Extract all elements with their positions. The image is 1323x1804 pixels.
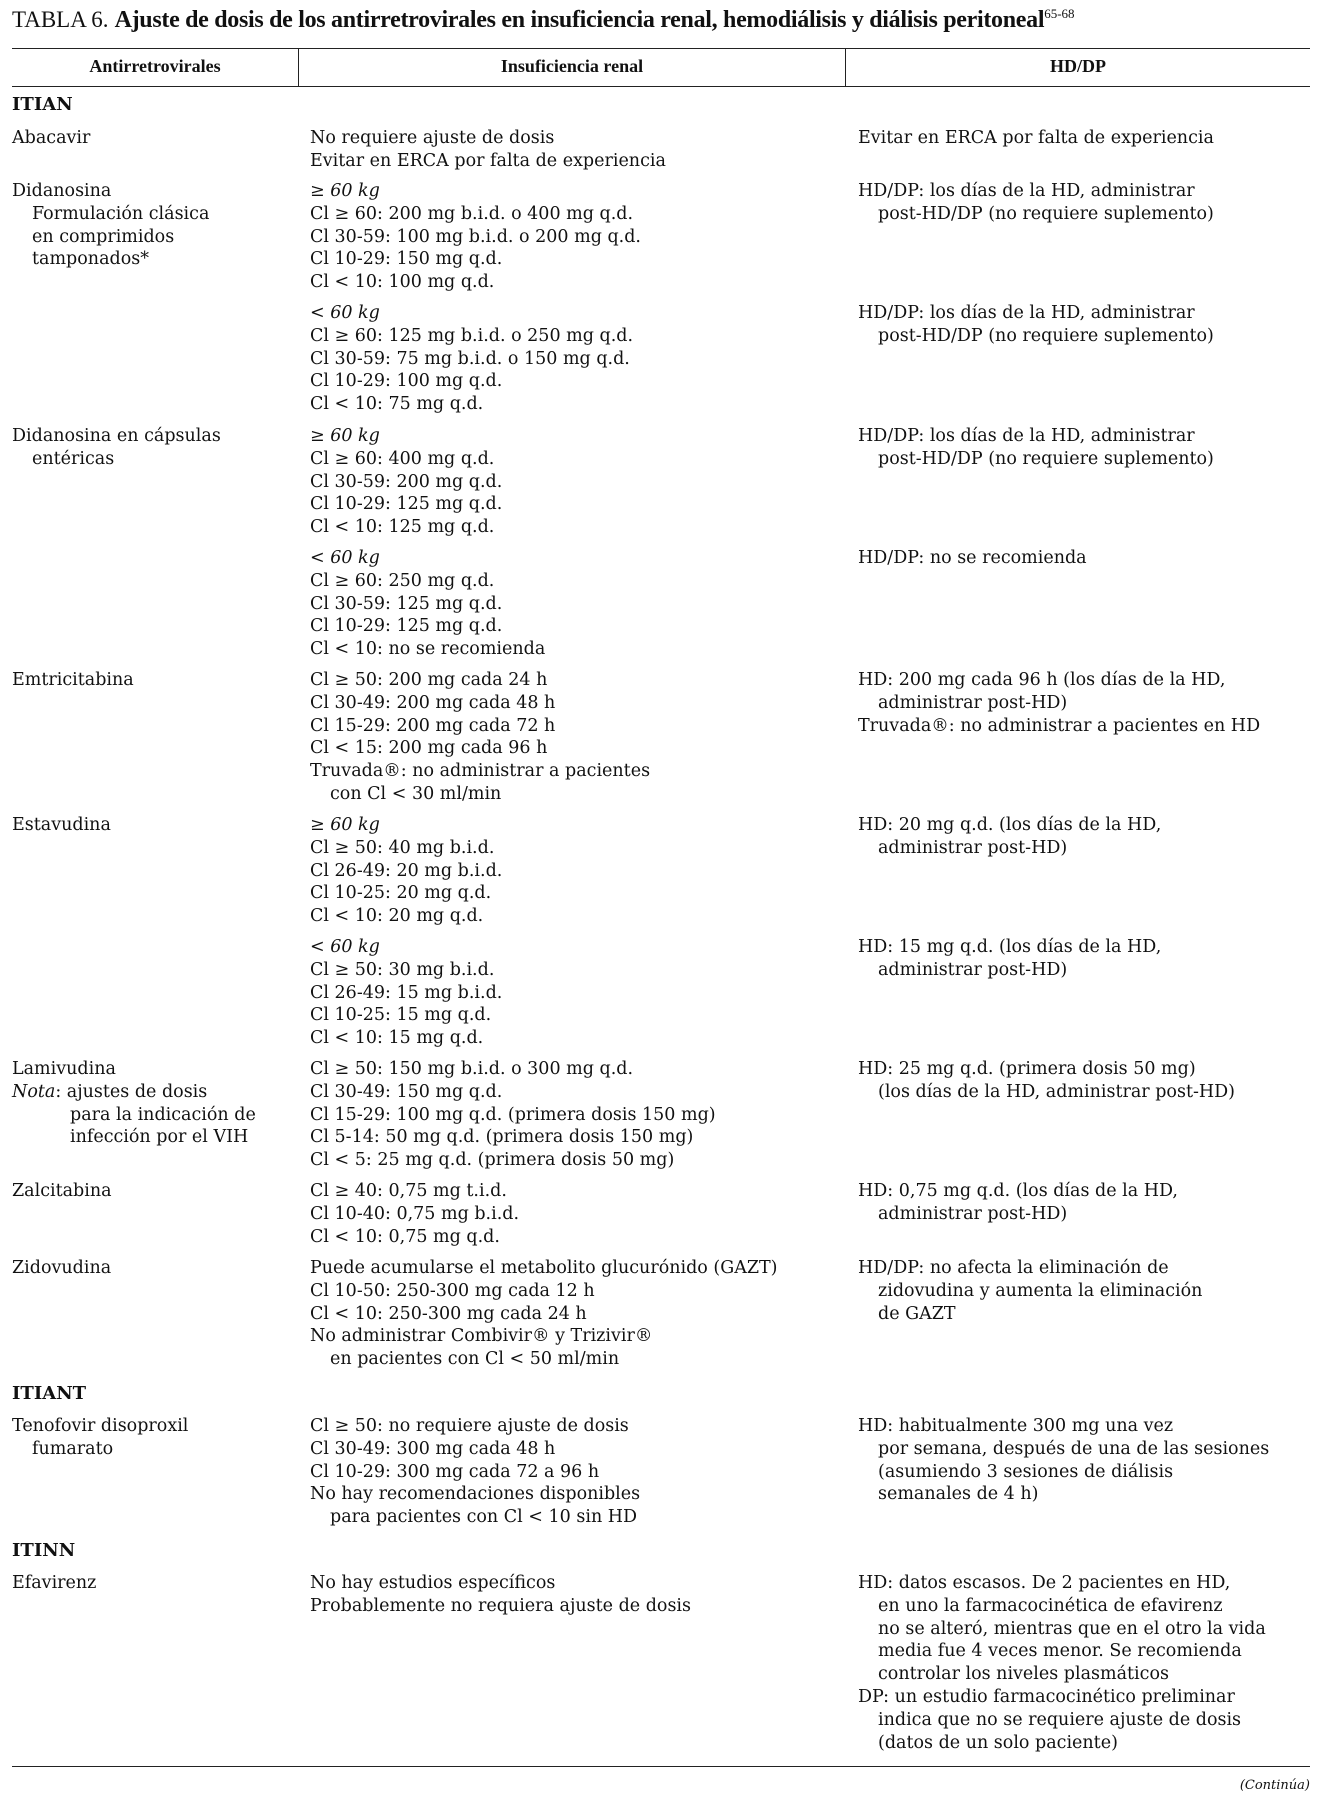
- drug-didanosina-clasica: Didanosina Formulación clásica en comprimidos tamponados*: [12, 181, 210, 270]
- table-title-text: Ajuste de dosis de los antirretrovirales en insuficiencia renal, hemodiálisis y diálisis peritoneal: [114, 7, 1045, 33]
- hd-abacavir: Evitar en ERCA por falta de experiencia: [858, 128, 1214, 148]
- hd-estavudina-lt60: HD: 15 mg q.d. (los días de la HD, administrar post-HD): [858, 937, 1162, 980]
- hd-lamivudina: HD: 25 mg q.d. (primera dosis 50 mg) (los días de la HD, administrar post-HD): [858, 1059, 1236, 1102]
- hd-didanosina-clasica-lt60: HD/DP: los días de la HD, administrar post-HD/DP (no requiere suplemento): [858, 303, 1214, 346]
- renal-estavudina-lt60: < 60 kg Cl ≥ 50: 30 mg b.i.d. Cl 26-49: 15 mg b.i.d. Cl 10-25: 15 mg q.d. Cl < 10: 15 mg q.d.: [310, 937, 503, 1049]
- hd-emtricitabina: HD: 200 mg cada 96 h (los días de la HD, administrar post-HD) Truvada®: no administrar a pacientes en HD: [858, 670, 1261, 736]
- col-header-antirretrovirales: Antirretrovirales: [89, 56, 221, 76]
- renal-didanosina-clasica-lt60: < 60 kg Cl ≥ 60: 125 mg b.i.d. o 250 mg q.d. Cl 30-59: 75 mg b.i.d. o 150 mg q.d. Cl 10-29: 100 mg q.d. Cl < 10: 75 mg q.d.: [310, 303, 634, 415]
- drug-lamivudina: Lamivudina Nota: ajustes de dosis para la indicación de infección por el VIH: [12, 1059, 256, 1148]
- renal-zidovudina: Puede acumularse el metabolito glucurónido (GAZT) Cl 10-50: 250-300 mg cada 12 h Cl < 10: 250-300 mg cada 24 h No administrar Combivir® y Trizivir® en pacientes con Cl < 50 ml/min: [310, 1258, 778, 1370]
- hd-didanosina-capsulas-lt60: HD/DP: no se recomienda: [858, 548, 1087, 568]
- drug-zalcitabina: Zalcitabina: [12, 1181, 112, 1201]
- renal-emtricitabina: Cl ≥ 50: 200 mg cada 24 h Cl 30-49: 200 mg cada 48 h Cl 15-29: 200 mg cada 72 h Cl < 15: 200 mg cada 96 h Truvada®: no administrar a pacientes con Cl < 30 ml/min: [310, 670, 651, 804]
- hd-efavirenz: HD: datos escasos. De 2 pacientes en HD, en uno la farmacocinética de efavirenz no se alteró, mientras que en el otro la vida media fue 4 veces menor. Se recomienda controlar los niveles plasmáticos DP: un estudio farmacocinético preliminar indica que no se requiere ajuste de dosis (datos de un solo paciente): [858, 1573, 1266, 1753]
- hd-estavudina-ge60: HD: 20 mg q.d. (los días de la HD, administrar post-HD): [858, 815, 1162, 858]
- renal-tenofovir: Cl ≥ 50: no requiere ajuste de dosis Cl 30-49: 300 mg cada 48 h Cl 10-29: 300 mg cada 72 a 96 h No hay recomendaciones disponibles para pacientes con Cl < 10 sin HD: [310, 1416, 641, 1528]
- col-header-hd-dp: HD/DP: [1050, 56, 1106, 76]
- hd-didanosina-capsulas-ge60: HD/DP: los días de la HD, administrar post-HD/DP (no requiere suplemento): [858, 426, 1214, 469]
- hd-zidovudina: HD/DP: no afecta la eliminación de zidovudina y aumenta la eliminación de GAZT: [858, 1258, 1203, 1324]
- top-rule: [12, 48, 1310, 49]
- drug-tenofovir: Tenofovir disoproxil fumarato: [12, 1416, 189, 1459]
- renal-efavirenz: No hay estudios específicos Probablemente no requiera ajuste de dosis: [310, 1573, 692, 1616]
- renal-zalcitabina: Cl ≥ 40: 0,75 mg t.i.d. Cl 10-40: 0,75 mg b.i.d. Cl < 10: 0,75 mg q.d.: [310, 1181, 520, 1247]
- renal-didanosina-clasica-ge60: ≥ 60 kg Cl ≥ 60: 200 mg b.i.d. o 400 mg q.d. Cl 30-59: 100 mg b.i.d. o 200 mg q.d. Cl 10-29: 150 mg q.d. Cl < 10: 100 mg q.d.: [310, 181, 641, 293]
- hd-zalcitabina: HD: 0,75 mg q.d. (los días de la HD, administrar post-HD): [858, 1181, 1178, 1224]
- header-rule: [12, 86, 1310, 87]
- renal-estavudina-ge60: ≥ 60 kg Cl ≥ 50: 40 mg b.i.d. Cl 26-49: 20 mg b.i.d. Cl 10-25: 20 mg q.d. Cl < 10: 20 mg q.d.: [310, 815, 503, 927]
- bottom-rule: [12, 1766, 1310, 1767]
- lamivudina-note-label: Nota: [12, 1081, 56, 1102]
- drug-estavudina: Estavudina: [12, 815, 111, 835]
- renal-lamivudina: Cl ≥ 50: 150 mg b.i.d. o 300 mg q.d. Cl 30-49: 150 mg q.d. Cl 15-29: 100 mg q.d. (primera dosis 150 mg) Cl 5-14: 50 mg q.d. (primera dosis 150 mg) Cl < 5: 25 mg q.d. (primera dosis 50 mg): [310, 1059, 716, 1171]
- drug-emtricitabina: Emtricitabina: [12, 670, 134, 690]
- hd-tenofovir: HD: habitualmente 300 mg una vez por semana, después de una de las sesiones (asumiendo 3 sesiones de diálisis semanales de 4 h): [858, 1416, 1270, 1505]
- renal-abacavir: No requiere ajuste de dosis Evitar en ERCA por falta de experiencia: [310, 128, 666, 171]
- drug-efavirenz: Efavirenz: [12, 1573, 97, 1593]
- renal-didanosina-capsulas-lt60: < 60 kg Cl ≥ 60: 250 mg q.d. Cl 30-59: 125 mg q.d. Cl 10-29: 125 mg q.d. Cl < 10: no se recomienda: [310, 548, 546, 660]
- continued-label: (Continúa): [1239, 1778, 1310, 1793]
- drug-zidovudina: Zidovudina: [12, 1258, 112, 1278]
- table-title-label: TABLA 6.: [12, 7, 109, 32]
- hd-didanosina-clasica-ge60: HD/DP: los días de la HD, administrar post-HD/DP (no requiere suplemento): [858, 181, 1214, 224]
- table-title: [12, 6, 1310, 40]
- drug-didanosina-capsulas: Didanosina en cápsulas entéricas: [12, 426, 221, 469]
- renal-didanosina-capsulas-ge60: ≥ 60 kg Cl ≥ 60: 400 mg q.d. Cl 30-59: 200 mg q.d. Cl 10-29: 125 mg q.d. Cl < 10: 125 mg q.d.: [310, 426, 503, 538]
- col-header-insuficiencia-renal: Insuficiencia renal: [500, 56, 644, 76]
- section-itinn: ITINN: [12, 1540, 76, 1561]
- table-title-refs: 65-68: [1044, 6, 1075, 21]
- drug-abacavir: Abacavir: [12, 128, 91, 148]
- section-itian: ITIAN: [12, 94, 73, 115]
- section-itiant: ITIANT: [12, 1383, 87, 1404]
